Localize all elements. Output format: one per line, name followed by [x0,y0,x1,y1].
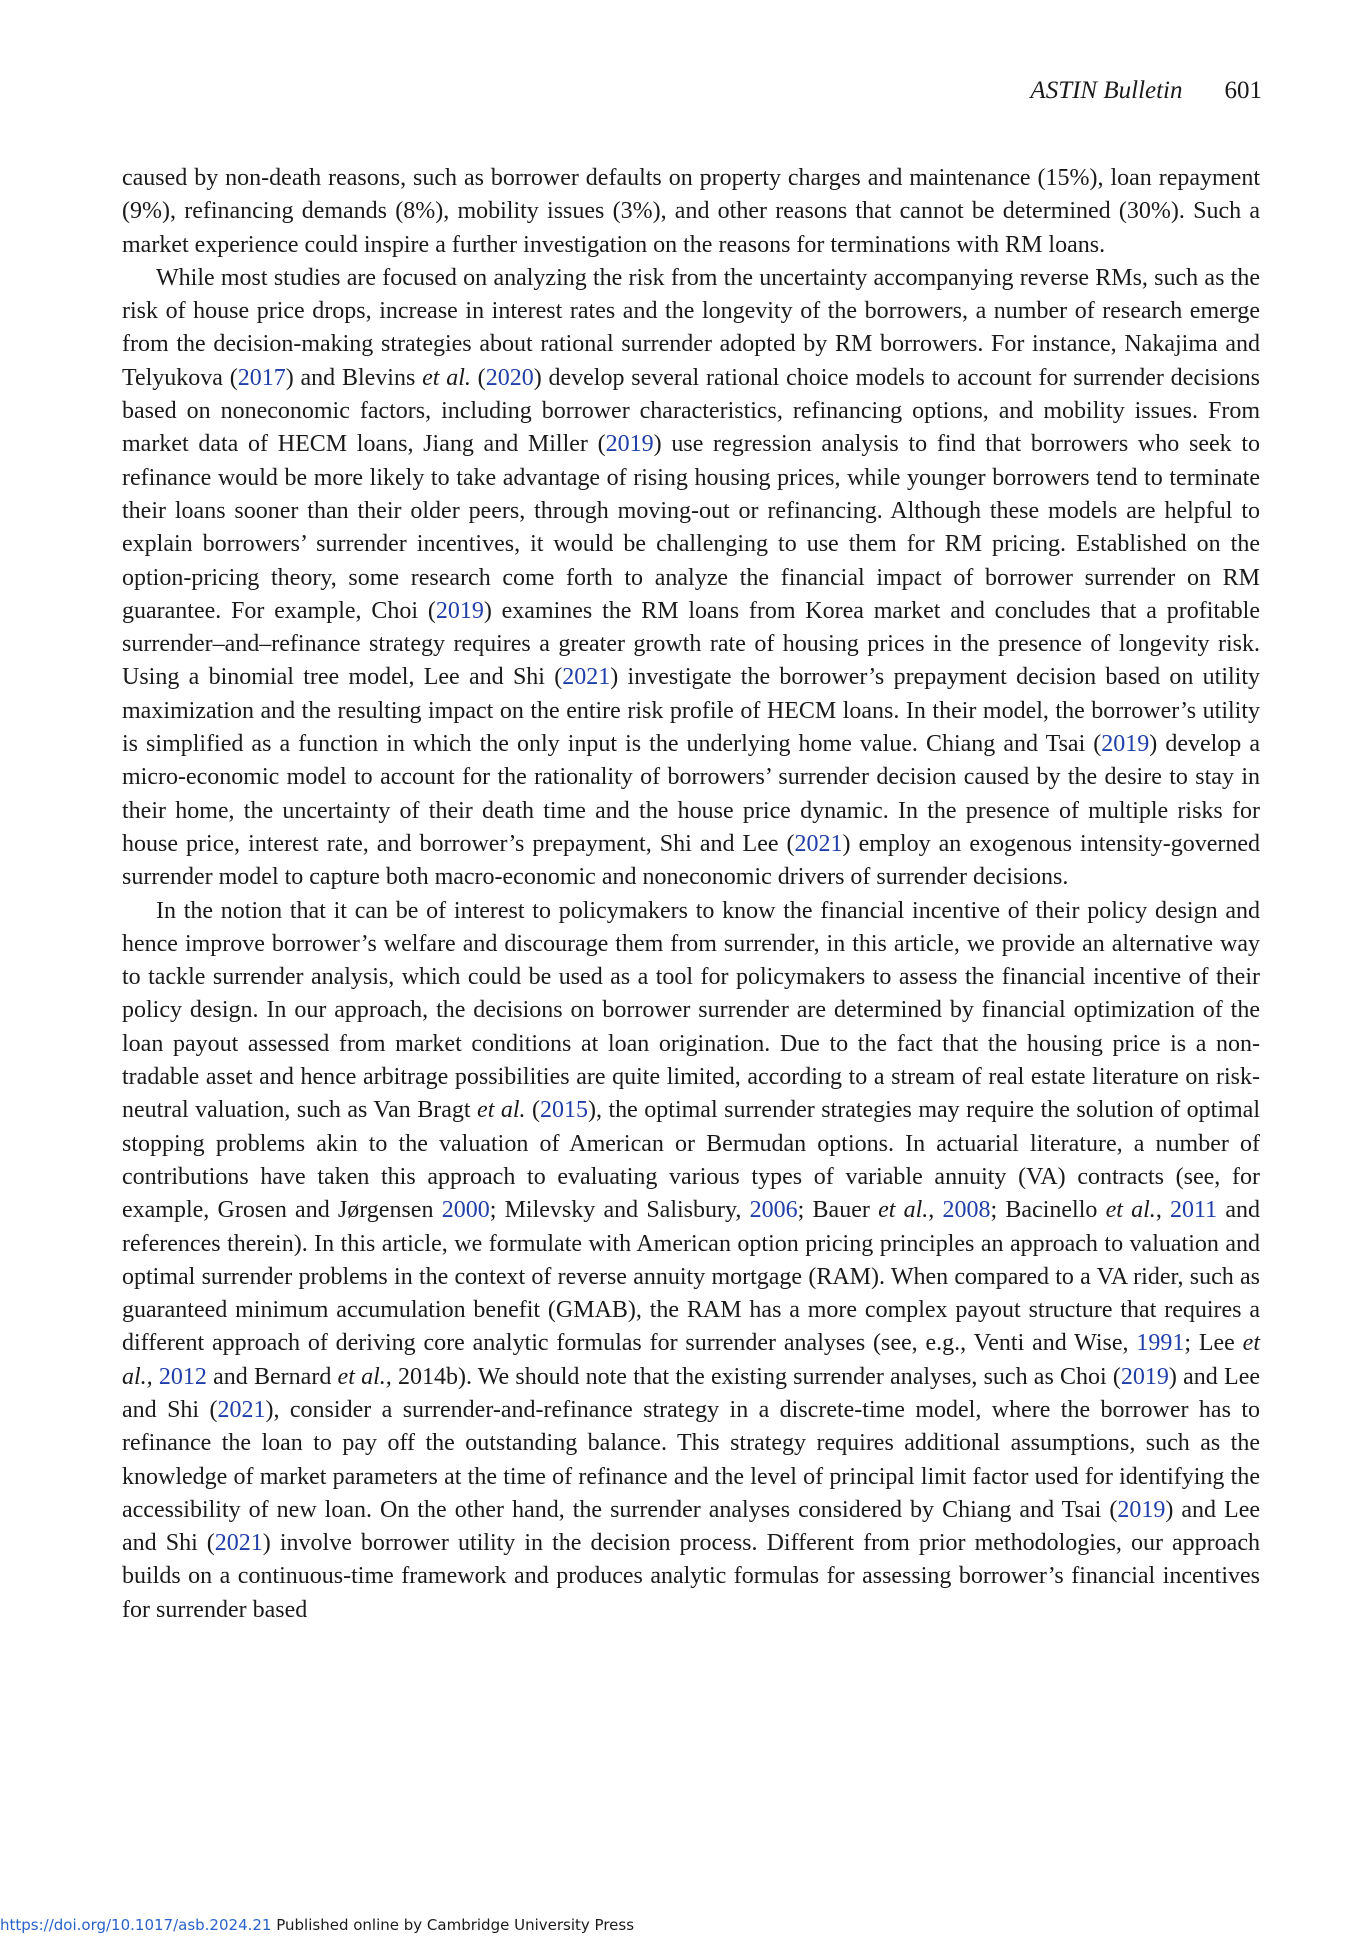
text-run: 2014b). We should note that the existing surrender analyses, such as Choi ( [391,1363,1121,1390]
text-run: ; Bauer [797,1197,879,1224]
text-run: ; Milevsky and Salisbury, [489,1197,750,1224]
text-run: ; Bacinello [990,1197,1106,1224]
citation-link[interactable]: 1991 [1136,1330,1185,1357]
text-run: ) and Blevins [285,364,423,391]
body-text [122,162,1260,1627]
text-run: ) investigate the borrower’s prepayment decision based on utility maximization and the resulting impact on the entire risk profile of HECM loans. In their model, the borrower’s utility is simplified as a function in which the only input is the underlying home value. Chiang and Tsai ( [122,664,1260,758]
citation-link[interactable]: 2019 [1101,731,1150,758]
citation-link[interactable]: 2021 [794,830,843,857]
text-run: ) and Lee and Shi ( [122,1363,1260,1423]
citation-link[interactable]: 2015 [540,1097,589,1124]
text-run: ( [470,364,486,391]
italic-text: et al., [122,1330,1260,1390]
text-run: While most studies are focused on analyzing the risk from the uncertainty accompanying reverse RMs, such as the risk of house price drops, increase in interest rates and the longevity of the borrowers, a number of research emerge from the decision-making strategies about rational surrender adopted by RM borrowers. For instance, Nakajima and Telyukova ( [122,264,1260,391]
text-run: and references therein). In this article, we formulate with American option pricing principles an approach to valuation and optimal surrender problems in the context of reverse annuity mortgage (RAM). When compared to a VA rider, such as guaranteed minimum accumulation benefit (GMAB), the RAM has a more complex payout structure that requires a different approach of deriving core analytic formulas for surrender analyses (see, e.g., Venti and Wise, [122,1197,1261,1357]
citation-link[interactable]: 2019 [435,597,484,624]
publisher-note: Published online by Cambridge University Press [276,1916,635,1934]
text-run: ), the optimal surrender strategies may require the solution of optimal stopping problems akin to the valuation of American or Bermudan options. In actuarial literature, a number of contributions have taken this approach to evaluating various types of variable annuity (VA) contracts (see, for example, Grosen and Jørgensen [122,1097,1260,1224]
text-run: ( [525,1097,541,1124]
citation-link[interactable]: 2019 [1117,1496,1166,1523]
italic-text: et al., [337,1363,392,1390]
paragraph-2 [122,262,1260,895]
citation-link[interactable]: 2021 [217,1396,266,1423]
italic-text: et al. [422,364,471,391]
text-run: ), consider a surrender-and-refinance strategy in a discrete-time model, where the borrower has to refinance the loan to pay off the outstanding balance. This strategy requires additional assumptions, such as the knowledge of market parameters at the time of refinance and the level of principal limit factor used for identifying the accessibility of new loan. On the other hand, the surrender analyses considered by Chiang and Tsai ( [122,1396,1260,1523]
text-run: ) use regression analysis to find that borrowers who seek to refinance would be more likely to take advantage of rising housing prices, while younger borrowers tend to terminate their loans sooner than their older peers, through moving-out or refinancing. Although these models are helpful to explain borrowers’ surrender incentives, it would be challenging to use them for RM pricing. Established on the option-pricing theory, some research come forth to analyze the financial impact of borrower surrender on RM guarantee. For example, Choi ( [122,431,1261,624]
italic-text: et al. [477,1097,526,1124]
citation-link[interactable]: 2008 [942,1197,991,1224]
text-run: ) examines the RM loans from Korea market and concludes that a profitable surrender–and–refinance strategy requires a greater growth rate of housing prices in the presence of longevity risk. Using a binomial tree model, Lee and Shi ( [122,597,1260,691]
text-run: ) employ an exogenous intensity-governed surrender model to capture both macro-economic and noneconomic drivers of surrender decisions. [122,830,1261,891]
citation-link[interactable]: 2000 [441,1197,490,1224]
italic-text: et al. [1105,1197,1156,1224]
doi-link[interactable]: https://doi.org/10.1017/asb.2024.21 [0,1916,272,1934]
text-run: , [928,1197,943,1224]
paragraph-1 [122,162,1260,262]
text-run: ; Lee [1184,1330,1243,1357]
text-run: ) involve borrower utility in the decision process. Different from prior methodologies, our approach builds on a continuous-time framework and produces analytic formulas for assessing borrower’s financial incentives for surrender based [122,1530,1260,1623]
running-head [1030,76,1262,106]
text-run: and Bernard [206,1363,338,1390]
text-run: ) develop several rational choice models to account for surrender decisions based on noneconomic factors, including borrower characteristics, refinancing options, and mobility issues. From market data of HECM loans, Jiang and Miller ( [122,364,1260,458]
page-footer [0,1915,634,1935]
citation-link[interactable]: 2019 [1120,1363,1169,1390]
citation-link[interactable]: 2021 [214,1530,263,1557]
journal-title: ASTIN Bulletin [1030,77,1183,104]
citation-link[interactable]: 2019 [605,431,654,458]
page-number: 601 [1224,77,1262,104]
citation-link[interactable]: 2011 [1170,1197,1218,1224]
text-run: ) develop a micro-economic model to account for the rationality of borrowers’ surrender decision caused by the desire to stay in their home, the uncertainty of their death time and the house price dynamic. In the presence of multiple risks for house price, interest rate, and borrower’s prepayment, Shi and Lee ( [122,731,1260,857]
italic-text: et al. [878,1197,929,1224]
text-run: caused by non-death reasons, such as borrower defaults on property charges and maintenance (15%), loan repayment (9%), refinancing demands (8%), mobility issues (3%), and other reasons that cannot be determined (30%). Such a market experience could inspire a further investigation on the reasons for terminations with RM loans. [122,165,1260,258]
citation-link[interactable]: 2020 [485,364,534,391]
text-run: In the notion that it can be of interest to policymakers to know the financial incentive of their policy design and hence improve borrower’s welfare and discourage them from surrender, in this article, we provide an alternative way to tackle surrender analysis, which could be used as a tool for policymakers to assess the financial incentive of their policy design. In our approach, the decisions on borrower surrender are determined by financial optimization of the loan payout assessed from market conditions at loan origination. Due to the fact that the housing price is a non-tradable asset and hence arbitrage possibilities are quite limited, according to a stream of real estate literature on risk-neutral valuation, such as Van Bragt [122,897,1260,1124]
citation-link[interactable]: 2006 [749,1197,798,1224]
text-run: , [1155,1197,1171,1224]
text-run: ) and Lee and Shi ( [122,1496,1261,1557]
citation-link[interactable]: 2021 [562,664,611,691]
paragraph-3 [122,895,1260,1628]
citation-link[interactable]: 2017 [237,364,286,391]
citation-link[interactable]: 2012 [158,1363,207,1390]
